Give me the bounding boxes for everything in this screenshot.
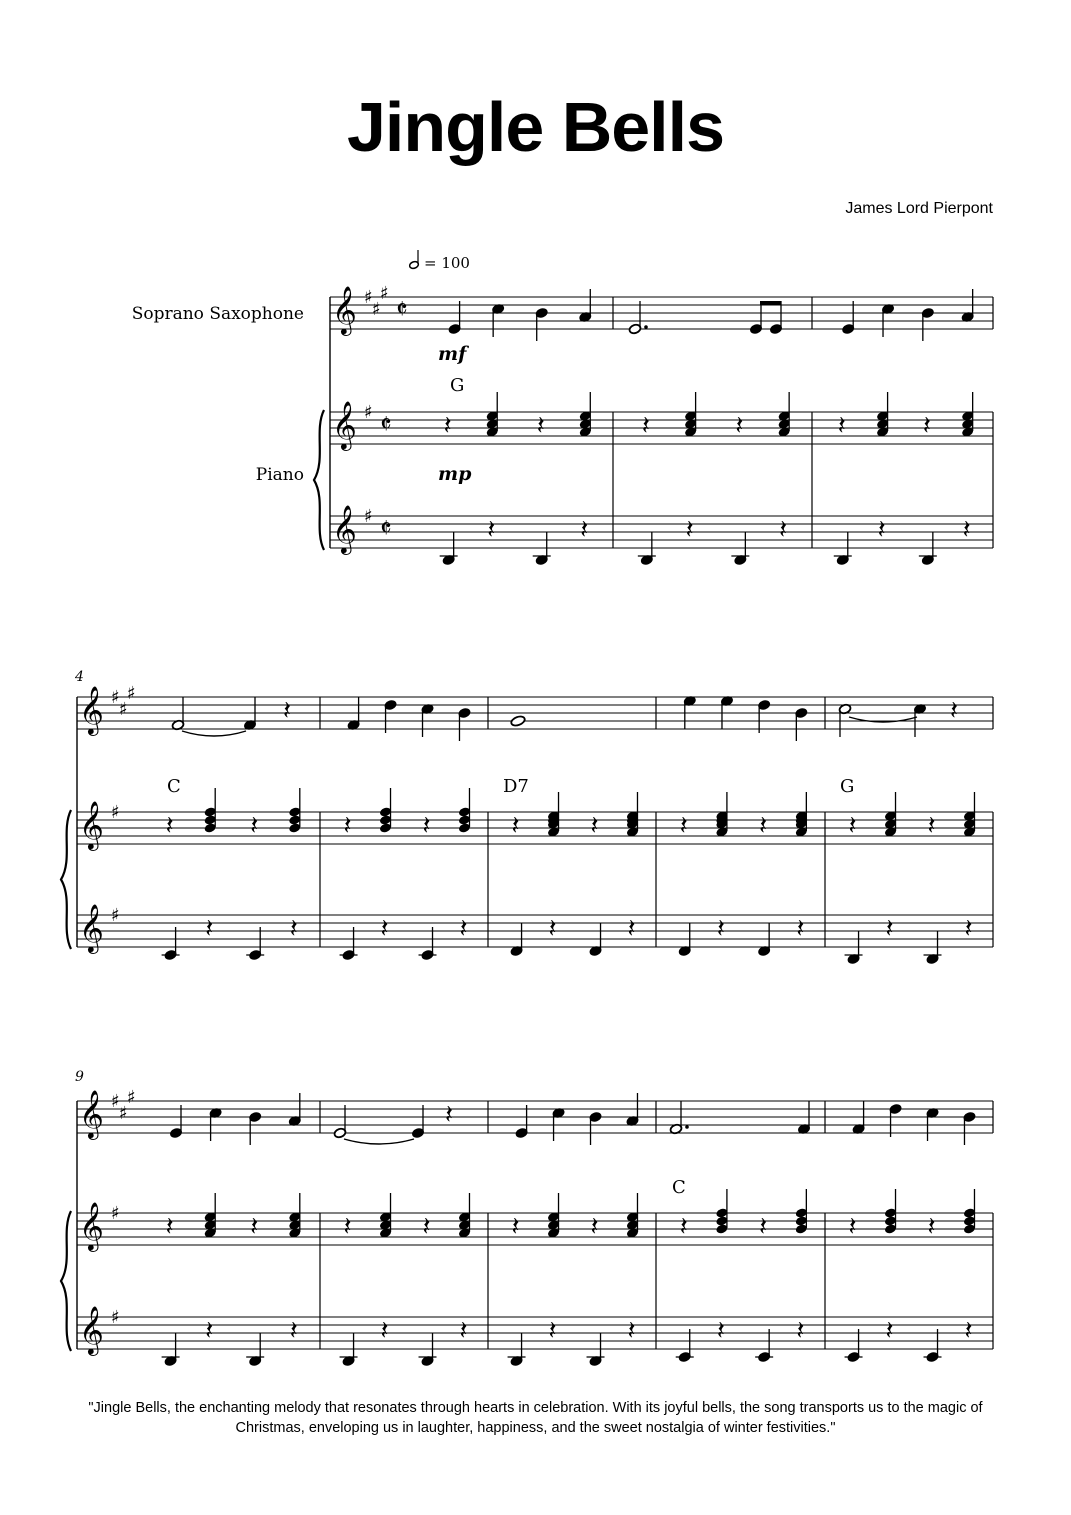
quarter-rest: 𝄽 (796, 914, 805, 944)
quarter-rest: 𝄽 (877, 515, 886, 545)
beam (760, 301, 781, 305)
quarter-rest: 𝄽 (580, 515, 589, 545)
sharp-sign: ♯ (372, 299, 381, 320)
treble-clef: 𝄞 (79, 1201, 104, 1250)
score-title: Jingle Bells (346, 88, 725, 166)
dynamic-sax: mf (438, 343, 467, 365)
tempo-marking: = 100 (424, 254, 470, 272)
instrument-label-piano: Piano (255, 465, 304, 485)
composer-credit: James Lord Pierpont (845, 200, 993, 217)
quarter-rest: 𝄽 (964, 914, 973, 944)
quarter-rest: 𝄽 (641, 411, 650, 441)
sharp-sign: ♯ (111, 1307, 120, 1328)
dynamic-piano: mp (438, 463, 472, 485)
sharp-sign: ♯ (111, 905, 120, 926)
quarter-rest: 𝄽 (716, 914, 725, 944)
quarter-rest: 𝄽 (289, 1316, 298, 1346)
piano-brace (314, 410, 324, 550)
note-head (510, 715, 526, 727)
treble-clef: 𝄞 (79, 903, 104, 952)
quarter-rest: 𝄽 (548, 914, 557, 944)
quarter-rest: 𝄽 (343, 1212, 352, 1242)
quarter-rest: 𝄽 (759, 1212, 768, 1242)
treble-clef: 𝄞 (332, 504, 357, 553)
quarter-rest: 𝄽 (205, 1316, 214, 1346)
quarter-rest: 𝄽 (459, 914, 468, 944)
augmentation-dot (685, 1125, 689, 1129)
sharp-sign: ♯ (119, 1103, 128, 1124)
notation-layer (61, 250, 993, 1367)
measure-number: 9 (75, 1069, 84, 1085)
quarter-rest: 𝄽 (422, 1212, 431, 1242)
sharp-sign: ♯ (119, 699, 128, 720)
quarter-rest: 𝄽 (922, 411, 931, 441)
chord-symbol: G (840, 776, 855, 797)
sharp-sign: ♯ (111, 687, 120, 708)
quarter-rest: 𝄽 (511, 1212, 520, 1242)
quarter-rest: 𝄽 (283, 696, 291, 726)
quarter-rest: 𝄽 (735, 411, 744, 441)
sharp-sign: ♯ (111, 802, 120, 823)
quarter-rest: 𝄽 (590, 1212, 599, 1242)
chord-symbol: C (167, 776, 181, 797)
quarter-rest: 𝄽 (885, 1316, 894, 1346)
quarter-rest: 𝄽 (962, 515, 971, 545)
quarter-rest: 𝄽 (343, 811, 352, 841)
quarter-rest: 𝄽 (779, 515, 788, 545)
quarter-rest: 𝄽 (627, 914, 636, 944)
sharp-sign: ♯ (364, 402, 373, 423)
piano-brace (61, 810, 71, 949)
quarter-rest: 𝄽 (487, 515, 496, 545)
quarter-rest: 𝄽 (422, 811, 431, 841)
quarter-rest: 𝄽 (950, 696, 958, 726)
quarter-rest: 𝄽 (848, 1212, 857, 1242)
augmentation-dot (644, 325, 648, 329)
quarter-rest: 𝄽 (848, 811, 857, 841)
quarter-rest: 𝄽 (443, 411, 452, 441)
measure-number: 4 (75, 669, 84, 685)
sharp-sign: ♯ (127, 683, 136, 704)
tie (182, 731, 246, 736)
chord-symbol: C (672, 1177, 686, 1198)
treble-clef: 𝄞 (79, 800, 104, 849)
quarter-rest: 𝄽 (250, 811, 259, 841)
treble-clef: 𝄞 (79, 685, 104, 734)
sharp-sign: ♯ (364, 287, 373, 308)
treble-clef: 𝄞 (332, 400, 357, 449)
quarter-rest: 𝄽 (759, 811, 768, 841)
common-time: 𝄵 (396, 295, 408, 325)
quarter-rest: 𝄽 (927, 1212, 936, 1242)
quarter-rest: 𝄽 (927, 811, 936, 841)
quarter-rest: 𝄽 (380, 1316, 389, 1346)
sharp-sign: ♯ (127, 1087, 136, 1108)
quarter-rest: 𝄽 (165, 811, 174, 841)
quarter-rest: 𝄽 (885, 914, 894, 944)
instrument-label-sax: Soprano Saxophone (131, 304, 304, 324)
chord-symbol: G (450, 375, 465, 396)
treble-clef: 𝄞 (332, 285, 357, 334)
treble-clef: 𝄞 (79, 1089, 104, 1138)
quarter-rest: 𝄽 (590, 811, 599, 841)
quarter-rest: 𝄽 (380, 914, 389, 944)
quarter-rest: 𝄽 (445, 1100, 453, 1130)
sharp-sign: ♯ (111, 1091, 120, 1112)
piano-brace (61, 1211, 71, 1351)
quarter-rest: 𝄽 (716, 1316, 725, 1346)
chord-symbol: D7 (503, 776, 529, 797)
sharp-sign: ♯ (111, 1203, 120, 1224)
sharp-sign: ♯ (364, 506, 373, 527)
quarter-rest: 𝄽 (964, 1316, 973, 1346)
quarter-rest: 𝄽 (627, 1316, 636, 1346)
quarter-rest: 𝄽 (459, 1316, 468, 1346)
quarter-rest: 𝄽 (548, 1316, 557, 1346)
quarter-rest: 𝄽 (250, 1212, 259, 1242)
quarter-rest: 𝄽 (685, 515, 694, 545)
quarter-rest: 𝄽 (165, 1212, 174, 1242)
quarter-rest: 𝄽 (536, 411, 545, 441)
quarter-rest: 𝄽 (837, 411, 846, 441)
quarter-rest: 𝄽 (679, 811, 688, 841)
treble-clef: 𝄞 (79, 1305, 104, 1354)
common-time: 𝄵 (380, 514, 392, 544)
common-time: 𝄵 (380, 410, 392, 440)
quarter-rest: 𝄽 (679, 1212, 688, 1242)
sharp-sign: ♯ (380, 283, 389, 304)
footer-quote: "Jingle Bells, the enchanting melody that resonates through hearts in celebration. With its joyful bells, the song transports us to the magic of Christmas, enveloping us in laughter, happiness, and the sweet nostalgia of winter festivities." (88, 1400, 983, 1436)
quarter-rest: 𝄽 (511, 811, 520, 841)
quarter-rest: 𝄽 (289, 914, 298, 944)
quarter-rest: 𝄽 (205, 914, 214, 944)
tie (344, 1139, 414, 1144)
quarter-rest: 𝄽 (796, 1316, 805, 1346)
